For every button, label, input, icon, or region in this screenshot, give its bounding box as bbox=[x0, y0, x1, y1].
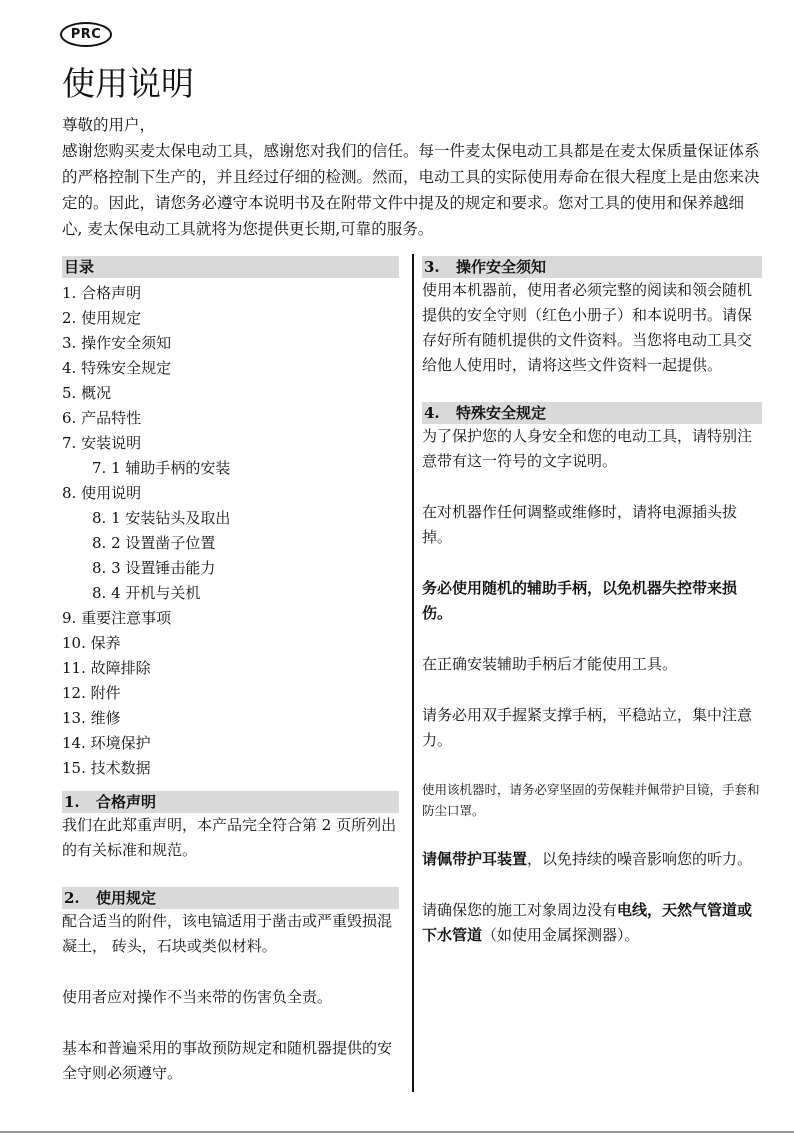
body-text: （如使用金属探测器）。 bbox=[482, 926, 640, 944]
emphasis-text: 电线，天然气管道或下水管道 bbox=[422, 901, 753, 944]
section-4-para-4: 在正确安装辅助手柄后才能使用工具。 bbox=[422, 655, 678, 673]
section-3-text: 使用本机器前，使用者必须完整的阅读和领会随机提供的安全守则（红色小册子）和本说明书。请保存好所有随机提供的文件资料。当您将电动工具交给他人使用时，请将这些文件资料一起提供。 bbox=[422, 281, 753, 374]
section-title: 使用规定 bbox=[96, 889, 157, 907]
intro-section bbox=[62, 112, 762, 242]
toc-heading: 目录 bbox=[62, 256, 399, 278]
section-4-para-1: 为了保护您的人身安全和您的电动工具，请特别注意带有这一符号的文字说明。 bbox=[422, 427, 753, 470]
toc-subitem[interactable]: 8. 2 设置凿子位置 bbox=[92, 534, 216, 552]
column-divider bbox=[412, 254, 414, 1092]
section-1-heading bbox=[62, 791, 399, 813]
toc-subitem[interactable]: 7. 1 辅助手柄的安装 bbox=[92, 459, 231, 477]
section-number: 2. bbox=[64, 889, 80, 907]
country-code-badge: PRC bbox=[60, 22, 112, 47]
toc-item[interactable]: 15. 技术数据 bbox=[62, 759, 151, 777]
section-4-para-6: 使用该机器时，请务必穿坚固的劳保鞋并佩带护目镜，手套和防尘口罩。 bbox=[422, 782, 760, 818]
section-3-heading bbox=[422, 256, 762, 278]
toc-item[interactable]: 2. 使用规定 bbox=[62, 309, 142, 327]
toc-item[interactable]: 11. 故障排除 bbox=[62, 659, 151, 677]
bottom-edge-rule bbox=[0, 1131, 794, 1133]
section-title: 合格声明 bbox=[96, 793, 157, 811]
toc-item[interactable]: 7. 安装说明 bbox=[62, 434, 142, 452]
section-2-para-2: 使用者应对操作不当来带的伤害负全责。 bbox=[62, 988, 333, 1006]
toc-subitem[interactable]: 8. 1 安装钻头及取出 bbox=[92, 509, 231, 527]
intro-greeting: 尊敬的用户， bbox=[62, 116, 156, 134]
section-4-para-7 bbox=[422, 847, 762, 872]
section-4-para-5: 请务必用双手握紧支撑手柄，平稳站立，集中注意力。 bbox=[422, 706, 753, 749]
section-title: 操作安全须知 bbox=[456, 258, 547, 276]
section-4-heading bbox=[422, 402, 762, 424]
toc-item[interactable]: 13. 维修 bbox=[62, 709, 121, 727]
toc-item[interactable]: 10. 保养 bbox=[62, 634, 121, 652]
section-title: 特殊安全规定 bbox=[456, 404, 547, 422]
section-4-para-8 bbox=[422, 898, 762, 948]
page-title: 使用说明 bbox=[62, 64, 194, 103]
toc-item[interactable]: 1. 合格声明 bbox=[62, 284, 142, 302]
body-text: 请确保您的施工对象周边没有 bbox=[422, 901, 618, 919]
section-number: 1. bbox=[64, 793, 80, 811]
toc-item[interactable]: 4. 特殊安全规定 bbox=[62, 359, 172, 377]
table-of-contents bbox=[62, 281, 399, 781]
toc-item[interactable]: 5. 概况 bbox=[62, 384, 112, 402]
toc-item[interactable]: 14. 环境保护 bbox=[62, 734, 151, 752]
toc-item[interactable]: 12. 附件 bbox=[62, 684, 121, 702]
section-2-heading bbox=[62, 887, 399, 909]
section-4-para-3: 务必使用随机的辅助手柄，以免机器失控带来损伤。 bbox=[422, 579, 738, 622]
section-number: 3. bbox=[424, 258, 440, 276]
toc-item[interactable]: 3. 操作安全须知 bbox=[62, 334, 172, 352]
left-column bbox=[62, 256, 399, 1086]
toc-subitem[interactable]: 8. 3 设置锤击能力 bbox=[92, 559, 216, 577]
section-2-para-3: 基本和普遍采用的事故预防规定和随机器提供的安全守则必须遵守。 bbox=[62, 1039, 393, 1082]
section-1-text: 我们在此郑重声明，本产品完全符合第 2 页所列出的有关标准和规范。 bbox=[62, 816, 397, 859]
toc-item[interactable]: 9. 重要注意事项 bbox=[62, 609, 172, 627]
section-4-para-2: 在对机器作任何调整或维修时，请将电源插头拔掉。 bbox=[422, 503, 738, 546]
toc-item[interactable]: 6. 产品特性 bbox=[62, 409, 142, 427]
intro-body: 感谢您购买麦太保电动工具，感谢您对我们的信任。每一件麦太保电动工具都是在麦太保质量保证体系的严格控制下生产的，并且经过仔细的检测。然而，电动工具的实际使用寿命在很大程度上是由您来决定的。因此，请您务必遵守本说明书及在附带文件中提及的规定和要求。您对工具的使用和保养越细心, 麦太保电动工具就将为您提供更长期,可靠的服务。 bbox=[62, 142, 760, 238]
section-number: 4. bbox=[424, 404, 440, 422]
right-column bbox=[422, 256, 762, 948]
emphasis-text: 请佩带护耳装置 bbox=[422, 850, 528, 868]
body-text: ，以免持续的噪音影响您的听力。 bbox=[527, 850, 753, 868]
section-2-para-1: 配合适当的附件，该电镐适用于凿击或严重毁损混凝土， 砖头，石块或类似材料。 bbox=[62, 912, 393, 955]
toc-item[interactable]: 8. 使用说明 bbox=[62, 484, 142, 502]
toc-subitem[interactable]: 8. 4 开机与关机 bbox=[92, 584, 201, 602]
